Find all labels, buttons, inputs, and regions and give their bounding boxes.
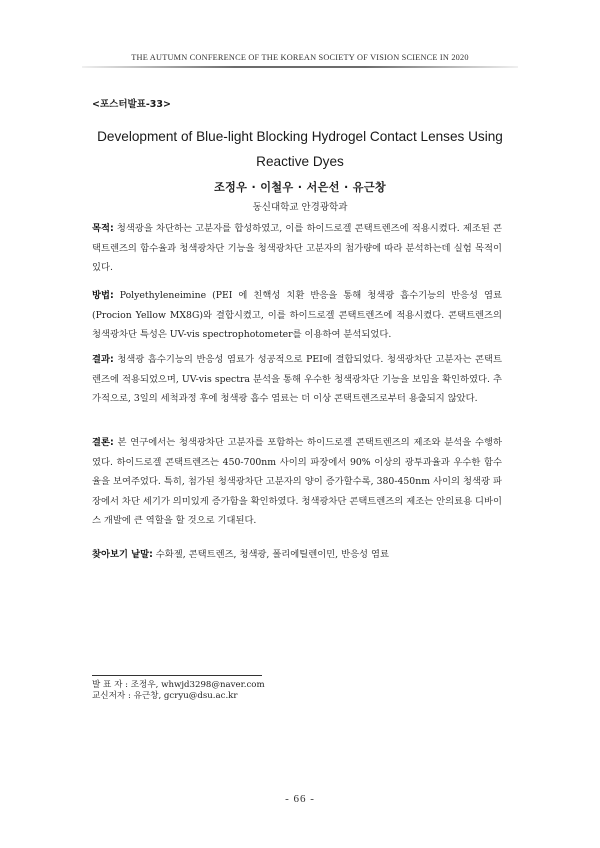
objective-text: 청색광을 차단하는 고분자를 합성하였고, 이를 하이드로겔 콘택트렌즈에 적용시켰다. 제조된 콘택트렌즈의 함수율과 청색광차단 기능을 청색광차단 고분자의 첨가량에 따라 분석하는데 실험 목적이 있다. — [92, 223, 502, 273]
keywords-text: 수화젤, 콘택트렌즈, 청색광, 폴리에틸렌이민, 반응성 염료 — [152, 549, 389, 560]
conclusion-label: 결론: — [92, 437, 114, 448]
result-label: 결과: — [92, 354, 114, 365]
corresponding-author-contact: 교신저자 : 유근창, gcryu@dsu.ac.kr — [92, 691, 238, 701]
method-text: Polyethyleneimine (PEI 에 친핵성 치환 반응을 통해 청색광 흡수기능의 반응성 염료 (Procion Yellow MX8G)와 결합시켰고, 이를 하이드로겔 콘택트렌즈에 적용시켰다. 콘택트렌즈의 청색광차단 특성은 UV-vis spectrophotometer를 이용하여 분석되었다. — [92, 290, 502, 340]
method-label: 방법: — [92, 290, 114, 301]
paper-title: Development of Blue-light Blocking Hydrogel Contact Lenses Using Reactive Dyes — [97, 129, 503, 169]
footnote — [92, 680, 265, 702]
conference-header: THE AUTUMN CONFERENCE OF THE KOREAN SOCIETY OF VISION SCIENCE IN 2020 — [131, 53, 469, 62]
conclusion-section — [92, 433, 502, 531]
header-rule — [82, 66, 518, 68]
method-section — [92, 286, 502, 345]
presenter-contact: 발 표 자 : 조정우, whwjd3298@naver.com — [92, 680, 265, 690]
keywords-label: 찾아보기 낱말: — [92, 549, 153, 560]
conclusion-text: 본 연구에서는 청색광차단 고분자를 포함하는 하이드로겔 콘택트렌즈의 제조와 분석을 수행하였다. 하이드로겔 콘택트렌즈는 450-700nm 사이의 파장에서 90% 이상의 광투과율과 우수한 함수율을 보여주었다. 특히, 첨가된 청색광차단 고분자의 양이 증가할수록, 380-450nm 사이의 청색광 파장에서 차단 세기가 의미있게 증가함을 확인하였다. 청색광차단 콘택트렌즈의 제조는 안의료용 디바이스 개발에 큰 역할을 할 것으로 기대된다. — [92, 437, 502, 526]
objective-section — [92, 219, 502, 278]
page-number: - 66 - — [285, 793, 315, 805]
result-text: 청색광 흡수기능의 반응성 염료가 성공적으로 PEI에 결합되었다. 청색광차단 고분자는 콘택트렌즈에 적용되었으며, UV-vis spectra 분석을 통해 우수한 청색광차단 기능을 보임을 확인하였다. 추가적으로, 3일의 세척과정 후에 청색광 흡수 염료는 더 이상 콘택트렌즈로부터 용출되지 않았다. — [92, 354, 502, 404]
footnote-rule — [92, 675, 262, 676]
objective-label: 목적: — [92, 223, 114, 234]
result-section — [92, 350, 502, 409]
poster-tag: <포스터발표-33> — [92, 99, 171, 110]
keywords-section — [92, 545, 502, 565]
affiliation: 동신대학교 안경광학과 — [252, 202, 348, 213]
author-list: 조정우 · 이철우 · 서은선 · 유근창 — [213, 181, 387, 194]
